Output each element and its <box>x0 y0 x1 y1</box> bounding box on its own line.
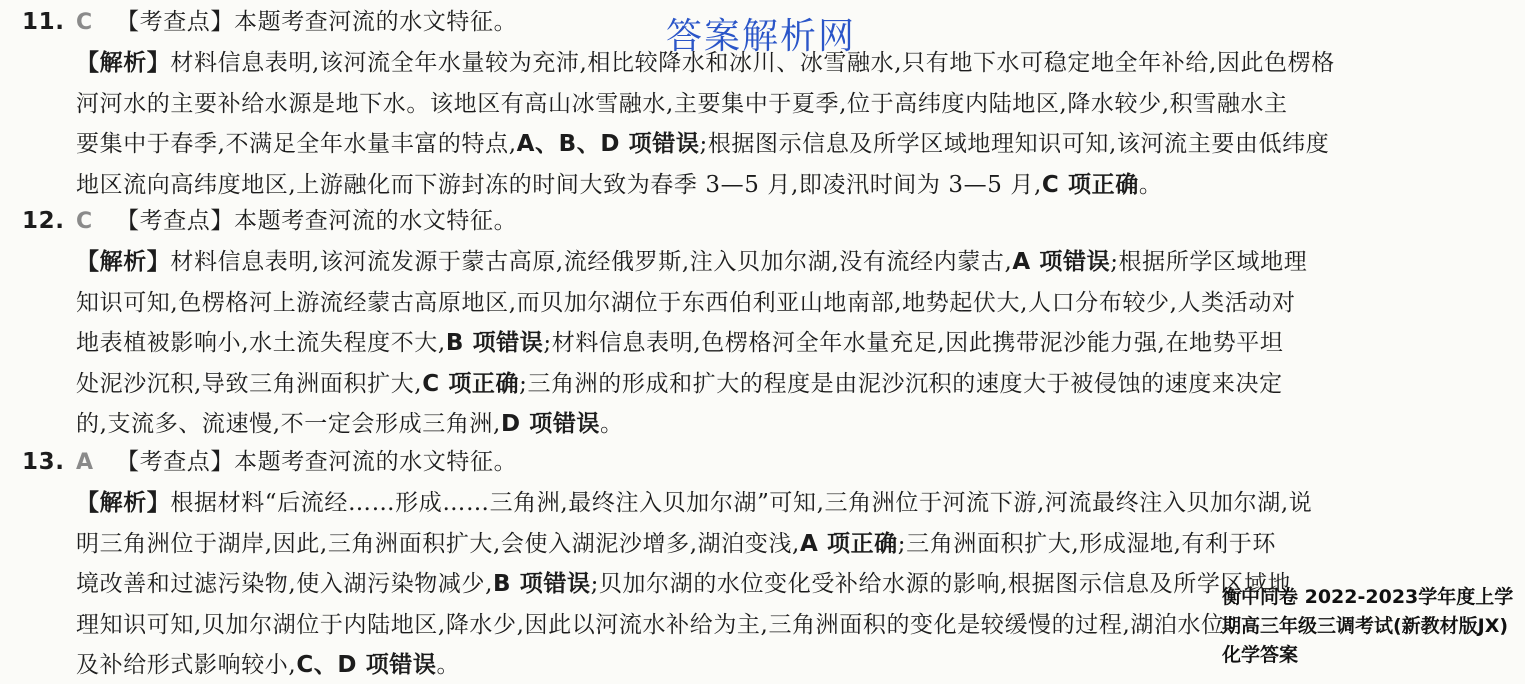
analysis-line <box>76 368 1283 401</box>
analysis-line <box>76 568 1291 601</box>
keypoint-line: 【考查点】本题考查河流的水文特征。 <box>116 208 518 234</box>
caption-overlay: 衡中同卷 2022-2023学年度上学期高三年级三调考试(新教材版JX)化学答案 <box>1222 586 1514 666</box>
analysis-text: 材料信息表明,该河流全年水量较为充沛,相比较降水和冰川、冰雪融水,只有地下水可稳定地全年补给,因此色楞格 <box>170 50 1335 76</box>
site-watermark: 答案解析网 <box>666 16 857 57</box>
analysis-text: 地区流向高纬度地区,上游融化而下游封冻的时间大致为春季 3—5 月,即凌汛时间为 3—5 月, <box>76 171 1042 198</box>
answer-letter: C <box>76 10 93 35</box>
question-number: 12. <box>22 208 65 234</box>
analysis-text: 明三角洲位于湖岸,因此,三角洲面积扩大,会使入湖泥沙增多,湖泊变浅, <box>76 530 800 557</box>
analysis-line <box>76 327 1283 360</box>
analysis-text: 。 <box>1138 171 1163 198</box>
answer-letter: A <box>76 450 94 475</box>
analysis-text: ;根据所学区域地理 <box>1110 249 1308 275</box>
analysis-line <box>76 528 1276 561</box>
analysis-line <box>76 128 1329 161</box>
option-verdict: A 项正确 <box>799 530 898 557</box>
analysis-text: 的,支流多、流速慢,不一定会形成三角洲, <box>76 411 501 437</box>
question-number: 11. <box>22 9 65 35</box>
analysis-text: 知识可知,色楞格河上游流经蒙古高原地区,而贝加尔湖位于东西伯利亚山地南部,地势起伏大,人口分布较少,人类活动对 <box>76 289 1296 316</box>
analysis-line <box>76 487 1312 520</box>
analysis-line <box>76 246 1307 279</box>
analysis-line <box>76 88 1288 121</box>
option-verdict: C 项正确 <box>1041 171 1139 198</box>
analysis-line <box>76 287 1296 320</box>
answer-letter: C <box>76 209 93 234</box>
analysis-text: 根据材料“后流经……形成……三角洲,最终注入贝加尔湖”可知,三角洲位于河流下游,河流最终注入贝加尔湖,说 <box>170 490 1313 516</box>
option-verdict: A、B、D 项错误 <box>516 131 700 157</box>
analysis-line <box>76 649 460 682</box>
analysis-text: 。 <box>436 652 461 678</box>
keypoint-line: 【考查点】本题考查河流的水文特征。 <box>116 9 518 35</box>
analysis-text: ;根据图示信息及所学区域地理知识可知,该河流主要由低纬度 <box>699 131 1330 157</box>
option-verdict: C、D 项错误 <box>296 652 437 678</box>
analysis-tag: 【解析】 <box>76 490 171 516</box>
analysis-text: ;三角洲面积扩大,形成湿地,有利于环 <box>897 530 1276 557</box>
analysis-text: 要集中于春季,不满足全年水量丰富的特点, <box>76 131 517 157</box>
analysis-text: 及补给形式影响较小, <box>76 652 297 678</box>
option-verdict: D 项错误 <box>500 411 601 437</box>
option-verdict: C 项正确 <box>422 370 520 397</box>
analysis-text: 理知识可知,贝加尔湖位于内陆地区,降水少,因此以河流水补给为主,三角洲面积的变化是较缓慢的过程,湖泊水位 <box>76 611 1225 638</box>
analysis-line <box>76 408 624 441</box>
option-verdict: B 项错误 <box>445 330 544 356</box>
analysis-text: 。 <box>600 411 624 437</box>
analysis-text: 处泥沙沉积,导致三角洲面积扩大, <box>76 370 423 397</box>
question-number: 13. <box>22 449 65 475</box>
analysis-line <box>76 609 1225 642</box>
analysis-line <box>76 169 1162 202</box>
option-verdict: A 项错误 <box>1012 249 1111 275</box>
analysis-text: 河河水的主要补给水源是地下水。该地区有高山冰雪融水,主要集中于夏季,位于高纬度内陆地区,降水较少,积雪融水主 <box>76 90 1288 117</box>
analysis-text: 材料信息表明,该河流发源于蒙古高原,流经俄罗斯,注入贝加尔湖,没有流经内蒙古, <box>170 249 1013 275</box>
analysis-text: 境改善和过滤污染物,使入湖污染物减少, <box>76 571 494 597</box>
keypoint-line: 【考查点】本题考查河流的水文特征。 <box>116 449 518 475</box>
analysis-text: ;三角洲的形成和扩大的程度是由泥沙沉积的速度大于被侵蚀的速度来决定 <box>519 370 1283 397</box>
analysis-tag: 【解析】 <box>76 50 171 76</box>
analysis-text: ;材料信息表明,色楞格河全年水量充足,因此携带泥沙能力强,在地势平坦 <box>543 330 1284 356</box>
analysis-tag: 【解析】 <box>76 249 171 275</box>
analysis-text: 地表植被影响小,水土流失程度不大, <box>76 330 446 356</box>
analysis-text: ;贝加尔湖的水位变化受补给水源的影响,根据图示信息及所学区域地 <box>590 571 1292 597</box>
option-verdict: B 项错误 <box>493 571 591 597</box>
analysis-line <box>76 47 1335 80</box>
